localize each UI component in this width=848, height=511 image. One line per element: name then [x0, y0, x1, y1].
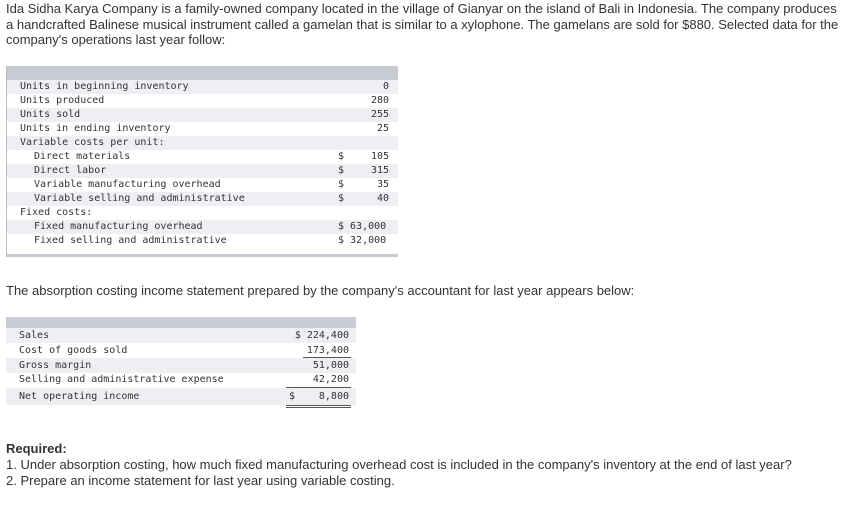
section-heading: Variable costs per unit: — [20, 137, 165, 148]
row-label: Units produced — [20, 95, 105, 106]
row-value: 315 — [370, 165, 389, 176]
absorption-income-statement — [6, 317, 356, 411]
table-row — [7, 192, 398, 206]
operations-data-table — [6, 66, 398, 257]
statement-row — [6, 372, 356, 387]
table-row — [7, 234, 398, 248]
row-label: Sales — [19, 330, 50, 341]
dollar-sign: $ — [338, 193, 345, 204]
row-value: 255 — [370, 109, 389, 120]
row-value: 51,000 — [312, 360, 349, 371]
row-label: Units in beginning inventory — [20, 81, 189, 92]
statement-row — [6, 343, 356, 358]
table-row — [7, 94, 398, 108]
question-1: 1. Under absorption costing, how much fixed manufacturing overhead cost is included in the company's inventory at the end of last year? — [6, 457, 792, 472]
row-label: Gross margin — [19, 360, 92, 371]
table-row — [7, 122, 398, 136]
table-row — [7, 178, 398, 192]
row-label: Selling and administrative expense — [19, 374, 224, 385]
row-value: 105 — [370, 151, 389, 162]
row-value: 8,800 — [318, 391, 349, 402]
row-label: Variable manufacturing overhead — [34, 179, 221, 190]
row-label: Direct labor — [34, 165, 107, 176]
double-underline-bottom — [286, 407, 351, 408]
row-label: Direct materials — [34, 151, 131, 162]
row-value: 42,200 — [312, 374, 349, 385]
row-value: 35 — [376, 179, 389, 190]
row-value: $ 63,000 — [338, 221, 387, 232]
row-value: 173,400 — [306, 345, 349, 356]
table-row — [7, 108, 398, 122]
table-row — [7, 164, 398, 178]
row-label: Fixed selling and administrative — [34, 235, 227, 246]
row-value: 40 — [376, 193, 389, 204]
problem-intro: Ida Sidha Karya Company is a family-owned company located in the village of Gianyar on the island of Bali in Indonesia. The company produces a handcrafted Balinese musical instrument called a gamelan that is similar to a xylophone. The gamelans are sold for $880. Selected data for the company's operations last year follow: — [6, 1, 839, 47]
row-label: Fixed manufacturing overhead — [34, 221, 203, 232]
income-statement-intro: The absorption costing income statement prepared by the company's accountant for last year appears below: — [6, 283, 635, 298]
required-section — [6, 441, 836, 489]
statement-row — [6, 328, 356, 343]
row-value: 25 — [376, 123, 389, 134]
table-row — [7, 206, 398, 220]
table-row — [7, 136, 398, 150]
table-row — [7, 80, 398, 94]
row-value: 280 — [370, 95, 389, 106]
row-label: Net operating income — [19, 391, 140, 402]
statement-row — [6, 358, 356, 373]
question-2: 2. Prepare an income statement for last year using variable costing. — [6, 473, 395, 488]
section-heading: Fixed costs: — [20, 207, 93, 218]
dollar-sign: $ — [289, 391, 296, 402]
statement-row — [6, 388, 356, 405]
row-value: $ 32,000 — [338, 235, 387, 246]
table-row — [7, 150, 398, 164]
table-header-bar — [7, 66, 398, 80]
double-underline-top — [286, 405, 351, 406]
required-title: Required: — [6, 441, 67, 456]
dollar-sign: $ — [338, 151, 345, 162]
row-label: Variable selling and administrative — [34, 193, 245, 204]
row-label: Units in ending inventory — [20, 123, 171, 134]
statement-header-bar — [6, 317, 356, 328]
row-value: 0 — [382, 81, 389, 92]
dollar-sign: $ — [338, 179, 345, 190]
table-bottom-bar — [7, 254, 398, 257]
row-label: Units sold — [20, 109, 81, 120]
row-value: $ 224,400 — [294, 330, 349, 341]
row-label: Cost of goods sold — [19, 345, 128, 356]
table-row — [7, 220, 398, 234]
dollar-sign: $ — [338, 165, 345, 176]
